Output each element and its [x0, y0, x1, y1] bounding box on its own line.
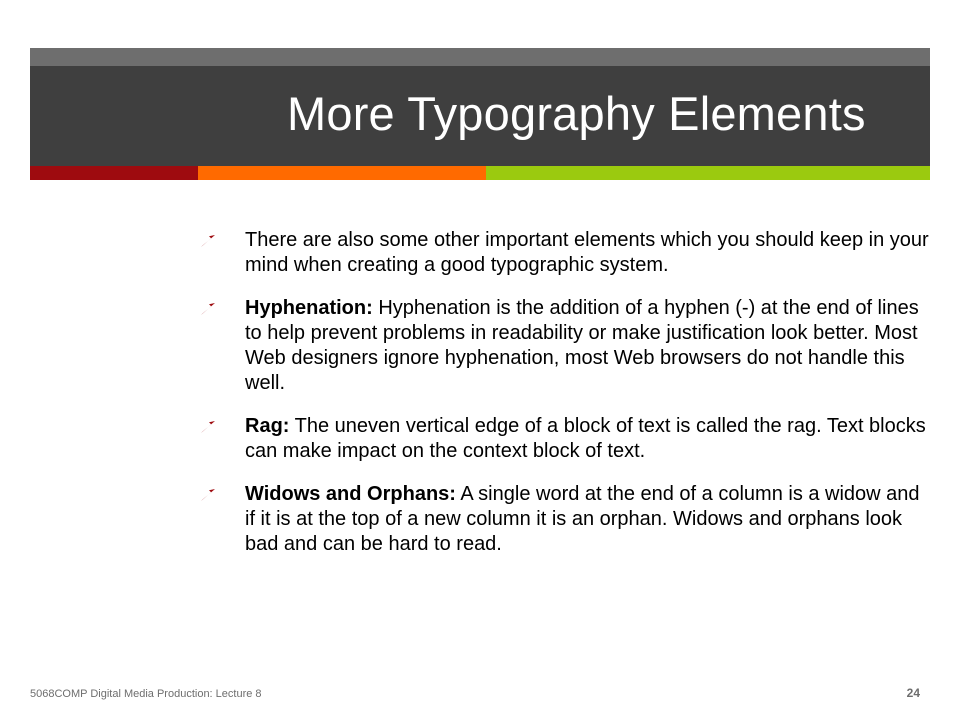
- footer-course-label: 5068COMP Digital Media Production: Lecture 8: [30, 688, 262, 700]
- bullet-item: [200, 414, 930, 464]
- bullet-item: [200, 296, 930, 396]
- bullet-text: The uneven vertical edge of a block of text is called the rag. Text blocks can make impact on the context block of text.: [245, 415, 926, 462]
- page-number: 24: [906, 686, 920, 700]
- accent-bar-orange: [198, 166, 486, 180]
- bullet-term: Rag:: [245, 415, 290, 437]
- bullet-text: A single word at the end of a column is a widow and if it is at the top of a new column it is an orphan. Widows and orphans look bad and can be hard to read.: [245, 483, 920, 555]
- arrow-bullet-icon: [200, 234, 216, 248]
- arrow-bullet-icon: [200, 420, 216, 434]
- slide-title: More Typography Elements: [287, 87, 866, 140]
- arrow-bullet-icon: [200, 488, 216, 502]
- title-top-strip: [30, 48, 930, 66]
- bullet-term: Hyphenation:: [245, 297, 373, 319]
- bullet-term: Widows and Orphans:: [245, 483, 456, 505]
- bullet-list: [200, 228, 930, 557]
- bullet-text: There are also some other important elements which you should keep in your mind when creating a good typographic system.: [245, 229, 929, 276]
- bullet-text: Hyphenation is the addition of a hyphen (-) at the end of lines to help prevent problems in readability or make justification look better. Most Web designers ignore hyphenation, most Web browsers do not handle this well.: [245, 297, 919, 394]
- bullet-item: [200, 228, 930, 278]
- bullet-item: [200, 482, 930, 557]
- accent-bar-green: [486, 166, 930, 180]
- accent-bar-red: [30, 166, 198, 180]
- arrow-bullet-icon: [200, 302, 216, 316]
